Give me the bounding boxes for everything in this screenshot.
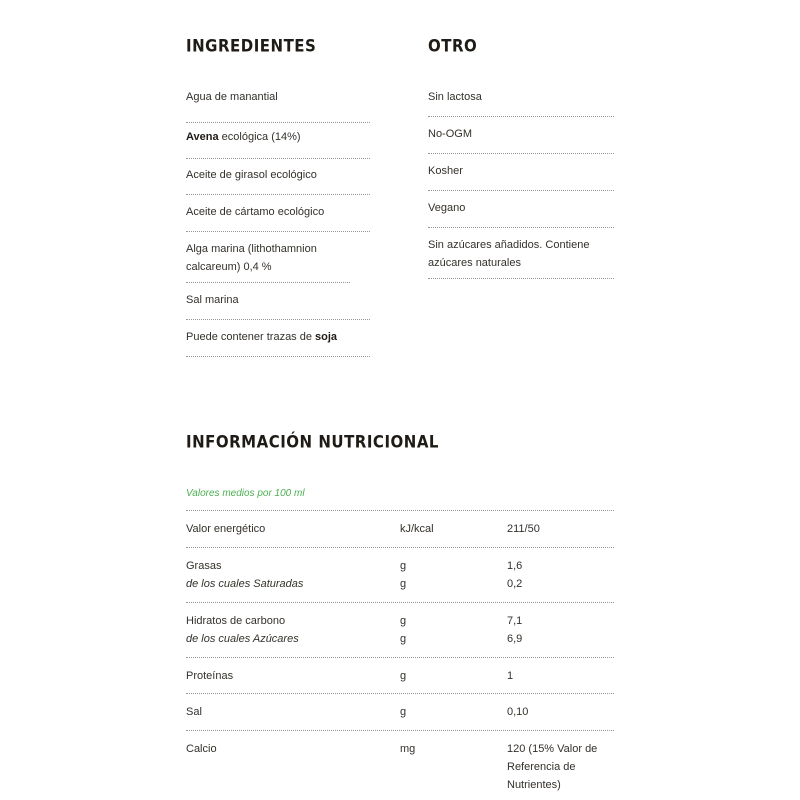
- ingredient-item: [186, 166, 370, 195]
- ingredient-item: [186, 203, 370, 232]
- table-row: [186, 547, 614, 602]
- nutrient-unit: [400, 557, 480, 593]
- nutrient-name: Valor energético: [186, 523, 266, 535]
- other-text: No-OGM: [428, 128, 472, 140]
- ingredient-bold: soja: [315, 331, 338, 343]
- table-row: [186, 693, 614, 730]
- other-item: [428, 162, 614, 191]
- nutrient-main-unit: g: [400, 615, 407, 627]
- nutrient-unit: g: [400, 670, 407, 682]
- ingredient-item: [186, 88, 370, 123]
- nutrient-name: Calcio: [186, 743, 217, 755]
- nutrient-value: 120 (15% Valor de Referencia de Nutrientes): [507, 743, 598, 791]
- ingredient-text: Sal marina: [186, 294, 239, 306]
- other-list: [428, 88, 614, 279]
- nutrition-subtitle: Valores medios por 100 ml: [186, 488, 305, 499]
- nutrient-unit: mg: [400, 743, 416, 755]
- other-text: Vegano: [428, 202, 466, 214]
- other-item: [428, 125, 614, 154]
- nutrient-unit: kJ/kcal: [400, 523, 434, 535]
- nutrient-sub-unit: g: [400, 578, 407, 590]
- nutrient-main-value: 7,1: [507, 615, 523, 627]
- nutrition-heading: INFORMACIÓN NUTRICIONAL: [186, 432, 439, 452]
- other-item: [428, 88, 614, 117]
- ingredient-text: Aceite de girasol ecológico: [186, 169, 317, 181]
- nutrition-table: [186, 510, 614, 795]
- ingredient-text: Aceite de cártamo ecológico: [186, 206, 325, 218]
- ingredient-item: [186, 291, 370, 320]
- ingredient-item: [186, 240, 350, 283]
- other-item: [428, 236, 614, 279]
- nutrient-name: Sal: [186, 706, 202, 718]
- nutrient-main-value: 1,6: [507, 560, 523, 572]
- ingredient-text: ecológica (14%): [218, 131, 301, 143]
- ingredient-text: Alga marina (lithothamnion calcareum) 0,4 %: [186, 243, 317, 273]
- nutrient-value: 0,10: [507, 706, 529, 718]
- other-text: Sin azúcares añadidos. Contiene azúcares naturales: [428, 239, 590, 269]
- table-row: [186, 510, 614, 547]
- table-row: [186, 657, 614, 693]
- nutrient-value: 1: [507, 670, 514, 682]
- nutrient-value: 211/50: [507, 523, 540, 535]
- other-item: [428, 199, 614, 228]
- ingredient-text: Puede contener trazas de: [186, 331, 316, 343]
- nutrient-name: Proteínas: [186, 670, 234, 682]
- other-text: Kosher: [428, 165, 463, 177]
- ingredients-list: [186, 88, 370, 357]
- nutrient-sub-unit: g: [400, 633, 407, 645]
- nutrient-unit: [400, 612, 480, 648]
- nutrient-name: [186, 557, 396, 593]
- nutrient-sub-value: 6,9: [507, 633, 523, 645]
- nutrient-value: [507, 612, 607, 648]
- other-text: Sin lactosa: [428, 91, 482, 103]
- nutrient-name: [186, 612, 396, 648]
- nutrient-sub-name: de los cuales Azúcares: [186, 633, 299, 645]
- ingredient-item: [186, 128, 370, 159]
- nutrient-sub-value: 0,2: [507, 578, 523, 590]
- table-row: [186, 602, 614, 657]
- table-row: [186, 730, 614, 795]
- nutrient-main-unit: g: [400, 560, 407, 572]
- ingredient-bold: Avena: [186, 131, 219, 143]
- nutrient-main-name: Hidratos de carbono: [186, 615, 286, 627]
- nutrient-value: [507, 557, 607, 593]
- ingredient-text: Agua de manantial: [186, 91, 278, 103]
- nutrient-sub-name: de los cuales Saturadas: [186, 578, 304, 590]
- nutrient-unit: g: [400, 706, 407, 718]
- nutrient-main-name: Grasas: [186, 560, 222, 572]
- ingredients-heading: INGREDIENTES: [186, 36, 317, 56]
- ingredient-item: [186, 328, 370, 357]
- other-heading: OTRO: [428, 36, 478, 56]
